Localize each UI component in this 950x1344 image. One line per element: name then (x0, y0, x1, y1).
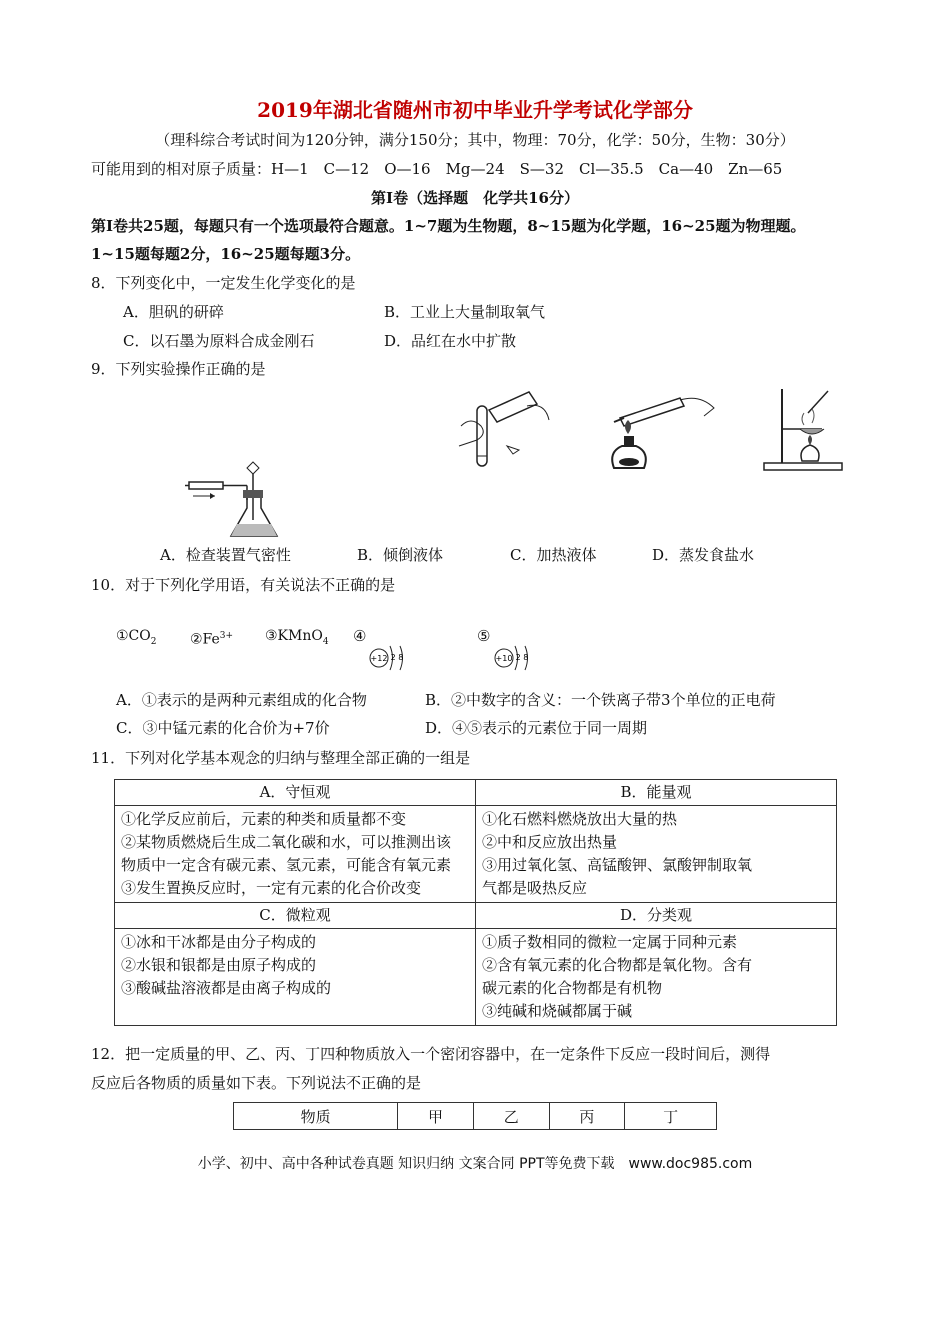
question-11-stem: 11．下列对化学基本观念的归纳与整理全部正确的一组是 (91, 749, 471, 767)
q8-option-c: C．以石墨为原料合成金刚石 (123, 332, 315, 350)
page-title: 2019年湖北省随州市初中毕业升学考试化学部分 (257, 98, 693, 122)
mass-table-header-bing: 丙 (549, 1103, 625, 1130)
cell-a-body: ①化学反应前后，元素的种类和质量都不变 ②某物质燃烧后生成二氧化碳和水，可以推测出该 物质中一定含有碳元素、氢元素，可能含有氧元素 ③发生置换反应时，一定有元素的化合价改变 (115, 806, 476, 903)
mass-table-header-jia: 甲 (398, 1103, 474, 1130)
mass-table-header-substance: 物质 (234, 1103, 398, 1130)
cell-c-header: C．微粒观 (115, 903, 476, 929)
apparatus-evaporating-illustration (760, 383, 850, 473)
q9-option-b: B．倾倒液体 (357, 546, 444, 564)
q8-option-d: D．品红在水中扩散 (384, 332, 517, 350)
formula-co2: $①CO_2$ (116, 628, 157, 647)
q9-option-c: C．加热液体 (510, 546, 597, 564)
question-9-stem: 9．下列实验操作正确的是 (91, 360, 266, 378)
footer-text: 小学、初中、高中各种试卷真题 知识归纳 文案合同 PPT等免费下载 www.doc985.com (197, 1156, 753, 1172)
instruction-line-1: 第Ⅰ卷共25题，每题只有一个选项最符合题意。1~7题为生物题，8~15题为化学题，16~25题为物理题。 (91, 217, 806, 235)
instruction-line-2: 1~15题每题2分，16~25题每题3分。 (91, 245, 361, 263)
question-10-stem: 10．对于下列化学用语，有关说法不正确的是 (91, 576, 396, 594)
question-8-stem: 8．下列变化中，一定发生化学变化的是 (91, 274, 356, 292)
cell-c-body: ①冰和干冰都是由分子构成的 ②水银和银都是由原子构成的 ③酸碱盐溶液都是由离子构成的 (115, 929, 476, 1026)
cell-d-header: D．分类观 (476, 903, 837, 929)
q10-option-c: C．③中锰元素的化合价为+7价 (116, 719, 330, 737)
formula-fe3: $②Fe^{3+}$ (190, 631, 234, 648)
q10-option-a: A．①表示的是两种元素组成的化合物 (116, 691, 367, 709)
atom-structure-10 (493, 640, 543, 674)
concepts-table (114, 779, 837, 1026)
apparatus-airtightness-illustration (185, 460, 285, 540)
svg-text:+10: +10 (495, 654, 513, 663)
mass-table-header-yi: 乙 (473, 1103, 549, 1130)
question-12-stem-line-2: 反应后各物质的质量如下表。下列说法不正确的是 (91, 1074, 422, 1092)
cell-d-body: ①质子数相同的微粒一定属于同种元素 ②含有氧元素的化合物都是氧化物。含有 碳元素的化合物都是有机物 ③纯碱和烧碱都属于碱 (476, 929, 837, 1026)
item-5-label: ⑤ (477, 627, 491, 645)
item-4-label: ④ (353, 627, 367, 645)
apparatus-heating-illustration (600, 388, 720, 474)
q9-option-d: D．蒸发食盐水 (652, 546, 755, 564)
atomic-mass-line: 可能用到的相对原子质量：H—1 C—12 O—16 Mg—24 S—32 Cl—35.5 Ca—40 Zn—65 (91, 160, 783, 178)
cell-a-header: A．守恒观 (115, 780, 476, 806)
svg-text:+12: +12 (370, 654, 388, 663)
atom-structure-12 (368, 640, 418, 674)
q8-option-a: A．胆矾的研碎 (123, 303, 224, 321)
q10-option-b: B．②中数字的含义：一个铁离子带3个单位的正电荷 (425, 691, 776, 709)
cell-b-body: ①化石燃料燃烧放出大量的热 ②中和反应放出热量 ③用过氧化氢、高锰酸钾、氯酸钾制取氧 气都是吸热反应 (476, 806, 837, 903)
q9-option-a: A．检查装置气密性 (160, 546, 291, 564)
formula-kmno4: ③KMnO$_4$ (265, 628, 329, 647)
apparatus-pouring-illustration (447, 386, 557, 474)
svg-text:2 8: 2 8 (390, 653, 404, 662)
cell-b-header: B．能量观 (476, 780, 837, 806)
svg-text:2 8: 2 8 (515, 653, 529, 662)
q8-option-b: B．工业上大量制取氧气 (384, 303, 546, 321)
mass-table-header-ding: 丁 (625, 1103, 717, 1130)
question-12-stem-line-1: 12．把一定质量的甲、乙、丙、丁四种物质放入一个密闭容器中，在一定条件下反应一段时间后，测得 (91, 1045, 771, 1063)
q10-option-d: D．④⑤表示的元素位于同一周期 (425, 719, 648, 737)
section-title: 第Ⅰ卷（选择题 化学共16分） (371, 189, 579, 207)
mass-table (233, 1102, 717, 1130)
exam-time-note: （理科综合考试时间为120分钟，满分150分；其中，物理：70分，化学：50分，生物：30分） (155, 131, 795, 149)
